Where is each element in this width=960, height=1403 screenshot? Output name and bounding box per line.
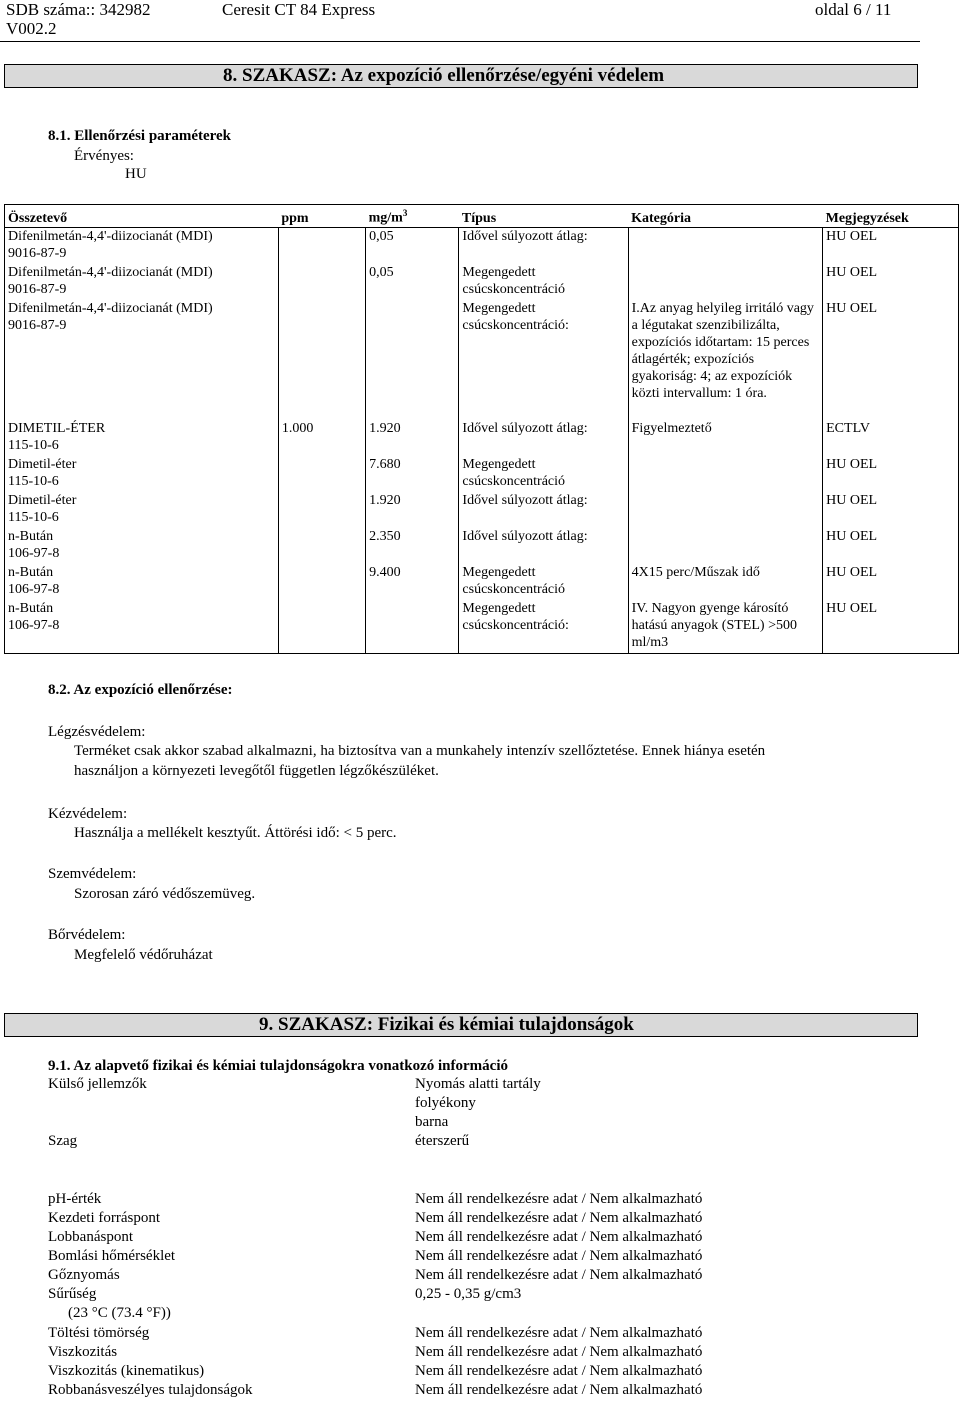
- category-cell: [628, 528, 823, 564]
- cas-number: 115-10-6: [8, 437, 59, 453]
- component-cell: [5, 456, 279, 492]
- component-cell: [5, 264, 279, 300]
- cas-number: 106-97-8: [8, 617, 60, 633]
- section9-title: 9. SZAKASZ: Fizikai és kémiai tulajdonságok: [259, 1014, 634, 1035]
- mgm3-cell: 7.680: [366, 456, 459, 492]
- odor-label: Szag: [48, 1133, 78, 1149]
- ppm-cell: [278, 300, 365, 420]
- remarks-cell: HU OEL: [823, 600, 959, 654]
- type-cell: Megengedett csúcskoncentráció: [459, 564, 628, 600]
- property-label: Viszkozitás: [48, 1344, 118, 1360]
- type-cell: Idővel súlyozott átlag:: [459, 528, 628, 564]
- table-row: [5, 528, 959, 564]
- cas-number: 9016-87-9: [8, 317, 67, 333]
- category-cell: 4X15 perc/Műszak idő: [628, 564, 823, 600]
- property-label: Gőznyomás: [48, 1267, 120, 1283]
- component-cell: [5, 492, 279, 528]
- col-header-component: Összetevő: [8, 210, 68, 226]
- table-header-row: [5, 205, 959, 228]
- sdb-number: SDB száma:: 342982: [6, 0, 151, 19]
- remarks-cell: HU OEL: [823, 264, 959, 300]
- ppm-cell: [278, 528, 365, 564]
- table-row: [5, 564, 959, 600]
- property-label: Sűrűség: [48, 1286, 97, 1302]
- mgm3-cell: 2.350: [366, 528, 459, 564]
- respiratory-protection-text-2: használjon a környezeti levegőtől független légzőkészüléket.: [74, 763, 439, 779]
- table-row: [5, 600, 959, 654]
- component-name: n-Bután: [8, 600, 54, 616]
- subsection-8-1-title: 8.1. Ellenőrzési paraméterek: [48, 128, 232, 144]
- property-label: Bomlási hőmérséklet: [48, 1248, 176, 1264]
- ppm-cell: [278, 264, 365, 300]
- component-name: Difenilmetán-4,4'-diizocianát (MDI): [8, 264, 213, 280]
- type-cell: Idővel súlyozott átlag:: [459, 492, 628, 528]
- page-number: oldal 6 / 11: [815, 0, 892, 19]
- component-cell: [5, 227, 279, 264]
- property-value: Nem áll rendelkezésre adat / Nem alkalmazható: [415, 1344, 703, 1360]
- table-row: [5, 420, 959, 456]
- eye-protection-text: Szorosan záró védőszemüveg.: [74, 886, 256, 902]
- cas-number: 9016-87-9: [8, 281, 67, 297]
- type-cell: Megengedett csúcskoncentráció:: [459, 300, 628, 420]
- type-cell: Megengedett csúcskoncentráció: [459, 264, 628, 300]
- property-value: Nem áll rendelkezésre adat / Nem alkalmazható: [415, 1382, 703, 1398]
- component-cell: [5, 300, 279, 420]
- eye-protection-label: Szemvédelem:: [48, 866, 137, 882]
- odor-value: éterszerű: [415, 1133, 470, 1149]
- component-name: Difenilmetán-4,4'-diizocianát (MDI): [8, 300, 213, 316]
- property-value: Nem áll rendelkezésre adat / Nem alkalmazható: [415, 1229, 703, 1245]
- property-label: Töltési tömörség: [48, 1325, 150, 1341]
- col-header-type: Típus: [461, 210, 497, 226]
- ppm-cell: [278, 227, 365, 264]
- skin-protection-label: Bőrvédelem:: [48, 927, 126, 943]
- table-row: [5, 300, 959, 420]
- cas-number: 106-97-8: [8, 545, 60, 561]
- component-cell: [5, 600, 279, 654]
- mgm3-cell: 1.920: [366, 420, 459, 456]
- section9-bar: [4, 1013, 918, 1037]
- ppm-cell: [278, 564, 365, 600]
- remarks-cell: HU OEL: [823, 300, 959, 420]
- section8-title: 8. SZAKASZ: Az expozíció ellenőrzése/egyéni védelem: [223, 65, 665, 86]
- property-value: 0,25 - 0,35 g/cm3: [415, 1286, 522, 1302]
- property-value: Nem áll rendelkezésre adat / Nem alkalmazható: [415, 1267, 703, 1283]
- version: V002.2: [6, 19, 57, 38]
- remarks-cell: HU OEL: [823, 528, 959, 564]
- mgm3-cell: 0,05: [366, 264, 459, 300]
- type-cell: Idővel súlyozott átlag:: [459, 227, 628, 264]
- appearance-value-1: Nyomás alatti tartály: [415, 1076, 541, 1092]
- col-header-mgm3: [366, 205, 459, 228]
- mgm3-cell: 0,05: [366, 227, 459, 264]
- respiratory-protection-text-1: Terméket csak akkor szabad alkalmazni, ha biztosítva van a munkahely intenzív szellőztetése. Ennek hiánya esetén: [74, 743, 766, 759]
- property-label: pH-érték: [48, 1191, 102, 1207]
- category-cell: [628, 456, 823, 492]
- remarks-cell: ECTLV: [823, 420, 959, 456]
- col-header-ppm: ppm: [281, 210, 309, 226]
- ppm-cell: 1.000: [278, 420, 365, 456]
- category-cell: Figyelmeztető: [628, 420, 823, 456]
- valid-value: HU: [125, 166, 147, 182]
- cas-number: 9016-87-9: [8, 245, 67, 261]
- remarks-cell: HU OEL: [823, 492, 959, 528]
- ppm-cell: [278, 492, 365, 528]
- property-label: Viszkozitás (kinematikus): [48, 1363, 205, 1379]
- section8-bar: [4, 64, 918, 88]
- mgm3-superscript: 3: [402, 208, 408, 218]
- subsection-8-2-title: 8.2. Az expozíció ellenőrzése:: [48, 682, 233, 698]
- component-name: Difenilmetán-4,4'-diizocianát (MDI): [8, 228, 213, 244]
- component-name: n-Bután: [8, 564, 54, 580]
- remarks-cell: HU OEL: [823, 227, 959, 264]
- exposure-limits-table: [4, 204, 959, 654]
- appearance-label: Külső jellemzők: [48, 1076, 147, 1092]
- property-value: Nem áll rendelkezésre adat / Nem alkalmazható: [415, 1248, 703, 1264]
- cas-number: 115-10-6: [8, 473, 59, 489]
- respiratory-protection-label: Légzésvédelem:: [48, 724, 146, 740]
- appearance-value-2: folyékony: [415, 1095, 476, 1111]
- component-cell: [5, 420, 279, 456]
- col-header-remarks: Megjegyzések: [825, 210, 909, 226]
- product-name: Ceresit CT 84 Express: [222, 0, 376, 19]
- property-label: Kezdeti forráspont: [48, 1210, 161, 1226]
- mgm3-cell: [366, 300, 459, 420]
- category-cell: I.Az anyag helyileg irritáló vagy a légutakat szenzibilizálta, expozíciós időtartam: 15 perces átlagérték; expozíciós gyakoriság: 4; az expozíciók közti intervallum: 1 óra.: [628, 300, 823, 420]
- category-cell: [628, 492, 823, 528]
- category-cell: [628, 227, 823, 264]
- type-cell: Idővel súlyozott átlag:: [459, 420, 628, 456]
- property-label: Robbanásveszélyes tulajdonságok: [48, 1382, 253, 1398]
- cas-number: 115-10-6: [8, 509, 59, 525]
- ppm-cell: [278, 600, 365, 654]
- remarks-cell: HU OEL: [823, 564, 959, 600]
- header-divider: [0, 41, 920, 42]
- component-name: DIMETIL-ÉTER: [8, 420, 106, 436]
- mgm3-cell: [366, 600, 459, 654]
- component-cell: [5, 564, 279, 600]
- mgm3-label: mg/m: [368, 210, 403, 226]
- category-cell: IV. Nagyon gyenge károsító hatású anyagok (STEL) >500 ml/m3: [628, 600, 823, 654]
- table-row: [5, 456, 959, 492]
- table-row: [5, 492, 959, 528]
- hand-protection-label: Kézvédelem:: [48, 806, 128, 822]
- ppm-cell: [278, 456, 365, 492]
- property-value: Nem áll rendelkezésre adat / Nem alkalmazható: [415, 1191, 703, 1207]
- appearance-value-3: barna: [415, 1114, 449, 1130]
- property-label: Lobbanáspont: [48, 1229, 133, 1245]
- cas-number: 106-97-8: [8, 581, 60, 597]
- table-row: [5, 264, 959, 300]
- category-cell: [628, 264, 823, 300]
- hand-protection-text: Használja a mellékelt kesztyűt. Áttörési idő: < 5 perc.: [74, 825, 397, 841]
- property-value: Nem áll rendelkezésre adat / Nem alkalmazható: [415, 1325, 703, 1341]
- component-name: Dimetil-éter: [8, 456, 77, 472]
- component-name: Dimetil-éter: [8, 492, 77, 508]
- type-cell: Megengedett csúcskoncentráció: [459, 456, 628, 492]
- subsection-9-1-title: 9.1. Az alapvető fizikai és kémiai tulajdonságokra vonatkozó információ: [48, 1058, 508, 1074]
- valid-label: Érvényes:: [74, 148, 134, 164]
- type-cell: Megengedett csúcskoncentráció:: [459, 600, 628, 654]
- mgm3-cell: 1.920: [366, 492, 459, 528]
- skin-protection-text: Megfelelő védőruházat: [74, 947, 213, 963]
- component-name: n-Bután: [8, 528, 54, 544]
- remarks-cell: HU OEL: [823, 456, 959, 492]
- property-value: Nem áll rendelkezésre adat / Nem alkalmazható: [415, 1210, 703, 1226]
- property-label: (23 °C (73.4 °F)): [68, 1305, 171, 1321]
- component-cell: [5, 528, 279, 564]
- col-header-category: Kategória: [631, 210, 691, 226]
- mgm3-cell: 9.400: [366, 564, 459, 600]
- table-row: [5, 227, 959, 264]
- property-value: Nem áll rendelkezésre adat / Nem alkalmazható: [415, 1363, 703, 1379]
